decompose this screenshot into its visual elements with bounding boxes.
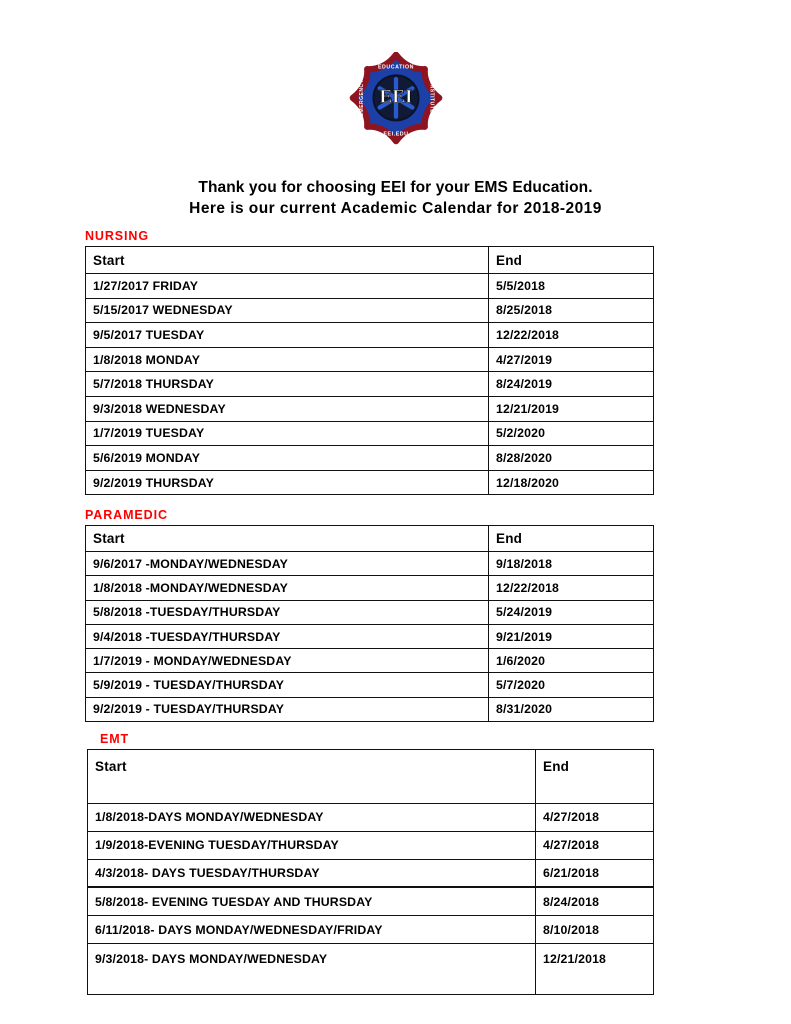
cell-start: 5/7/2018 THURSDAY [86, 372, 489, 397]
cell-start: 1/8/2018 -MONDAY/WEDNESDAY [86, 576, 489, 600]
column-header-end: End [489, 247, 654, 274]
cell-start: 9/2/2019 THURSDAY [86, 470, 489, 495]
cell-end: 12/21/2018 [536, 943, 654, 994]
cell-end: 5/5/2018 [489, 274, 654, 299]
cell-end: 1/6/2020 [489, 649, 654, 673]
cell-end: 8/25/2018 [489, 298, 654, 323]
cell-start: 1/27/2017 FRIDAY [86, 274, 489, 299]
section-nursing [85, 229, 654, 495]
section-label-paramedic: PARAMEDIC [85, 508, 168, 522]
table-row [86, 552, 654, 576]
cell-end: 8/28/2020 [489, 446, 654, 471]
table-row [86, 649, 654, 673]
cell-end: 8/24/2019 [489, 372, 654, 397]
table-row [88, 831, 654, 859]
cell-start: 1/7/2019 - MONDAY/WEDNESDAY [86, 649, 489, 673]
cell-start: 9/3/2018 WEDNESDAY [86, 396, 489, 421]
cell-end: 12/18/2020 [489, 470, 654, 495]
table-row [86, 396, 654, 421]
cell-end: 4/27/2018 [536, 831, 654, 859]
table-row [88, 916, 654, 944]
cell-end: 9/18/2018 [489, 552, 654, 576]
table-row [86, 274, 654, 299]
table-row [86, 697, 654, 721]
cell-end: 6/21/2018 [536, 859, 654, 887]
cell-start: 1/8/2018 MONDAY [86, 347, 489, 372]
cell-start: 9/6/2017 -MONDAY/WEDNESDAY [86, 552, 489, 576]
column-header-start: Start [88, 750, 536, 804]
table-row [86, 600, 654, 624]
section-emt [87, 732, 654, 995]
svg-text:EMERGENCY: EMERGENCY [358, 79, 365, 117]
column-header-start: Start [86, 526, 489, 552]
cell-end: 5/2/2020 [489, 421, 654, 446]
table-header-row [88, 750, 654, 804]
svg-text:EDUCATION: EDUCATION [377, 64, 414, 71]
cell-start: 1/9/2018-EVENING TUESDAY/THURSDAY [88, 831, 536, 859]
table-header-row [86, 247, 654, 274]
cell-start: 1/7/2019 TUESDAY [86, 421, 489, 446]
cell-end: 9/21/2019 [489, 624, 654, 648]
svg-text:EEI: EEI [378, 86, 413, 108]
table-row [88, 859, 654, 887]
cell-start: 5/9/2019 - TUESDAY/THURSDAY [86, 673, 489, 697]
cell-start: 5/6/2019 MONDAY [86, 446, 489, 471]
cell-end: 8/31/2020 [489, 697, 654, 721]
cell-end: 8/10/2018 [536, 916, 654, 944]
table-row [86, 673, 654, 697]
table-header-row [86, 526, 654, 552]
svg-text:INSTITUTE: INSTITUTE [428, 82, 435, 114]
cell-end: 4/27/2018 [536, 804, 654, 832]
cell-start: 6/11/2018- DAYS MONDAY/WEDNESDAY/FRIDAY [88, 916, 536, 944]
table-row [88, 887, 654, 915]
table-row [86, 323, 654, 348]
column-header-start: Start [86, 247, 489, 274]
cell-start: 5/15/2017 WEDNESDAY [86, 298, 489, 323]
cell-start: 9/3/2018- DAYS MONDAY/WEDNESDAY [88, 943, 536, 994]
table-row [86, 470, 654, 495]
cell-start: 4/3/2018- DAYS TUESDAY/THURSDAY [88, 859, 536, 887]
heading-line-1: Thank you for choosing EEI for your EMS Education. [198, 179, 593, 196]
table-row [86, 576, 654, 600]
page-title [0, 177, 791, 219]
table-row [88, 804, 654, 832]
emt-calendar-table [87, 749, 654, 995]
table-row [86, 298, 654, 323]
table-row [86, 624, 654, 648]
table-row [86, 446, 654, 471]
cell-end: 12/21/2019 [489, 396, 654, 421]
table-row [86, 372, 654, 397]
section-paramedic [85, 508, 654, 722]
eei-maltese-cross-logo [348, 52, 444, 152]
cell-end: 4/27/2019 [489, 347, 654, 372]
table-row [86, 347, 654, 372]
cell-start: 5/8/2018 -TUESDAY/THURSDAY [86, 600, 489, 624]
cell-end: 5/24/2019 [489, 600, 654, 624]
cell-start: 9/4/2018 -TUESDAY/THURSDAY [86, 624, 489, 648]
cell-end: 12/22/2018 [489, 323, 654, 348]
nursing-calendar-table [85, 246, 654, 495]
cell-start: 9/2/2019 - TUESDAY/THURSDAY [86, 697, 489, 721]
cell-end: 8/24/2018 [536, 887, 654, 915]
heading-line-2: Here is our current Academic Calendar for 2018-2019 [189, 200, 602, 217]
svg-text:EEI.EDU: EEI.EDU [382, 131, 409, 138]
cell-end: 5/7/2020 [489, 673, 654, 697]
cell-start: 9/5/2017 TUESDAY [86, 323, 489, 348]
column-header-end: End [536, 750, 654, 804]
section-label-nursing: NURSING [85, 229, 149, 243]
column-header-end: End [489, 526, 654, 552]
paramedic-calendar-table [85, 525, 654, 722]
table-row [86, 421, 654, 446]
cell-start: 1/8/2018-DAYS MONDAY/WEDNESDAY [88, 804, 536, 832]
logo-container [0, 52, 791, 157]
table-row [88, 943, 654, 994]
section-label-emt: EMT [100, 732, 130, 746]
cell-start: 5/8/2018- EVENING TUESDAY AND THURSDAY [88, 887, 536, 915]
cell-end: 12/22/2018 [489, 576, 654, 600]
